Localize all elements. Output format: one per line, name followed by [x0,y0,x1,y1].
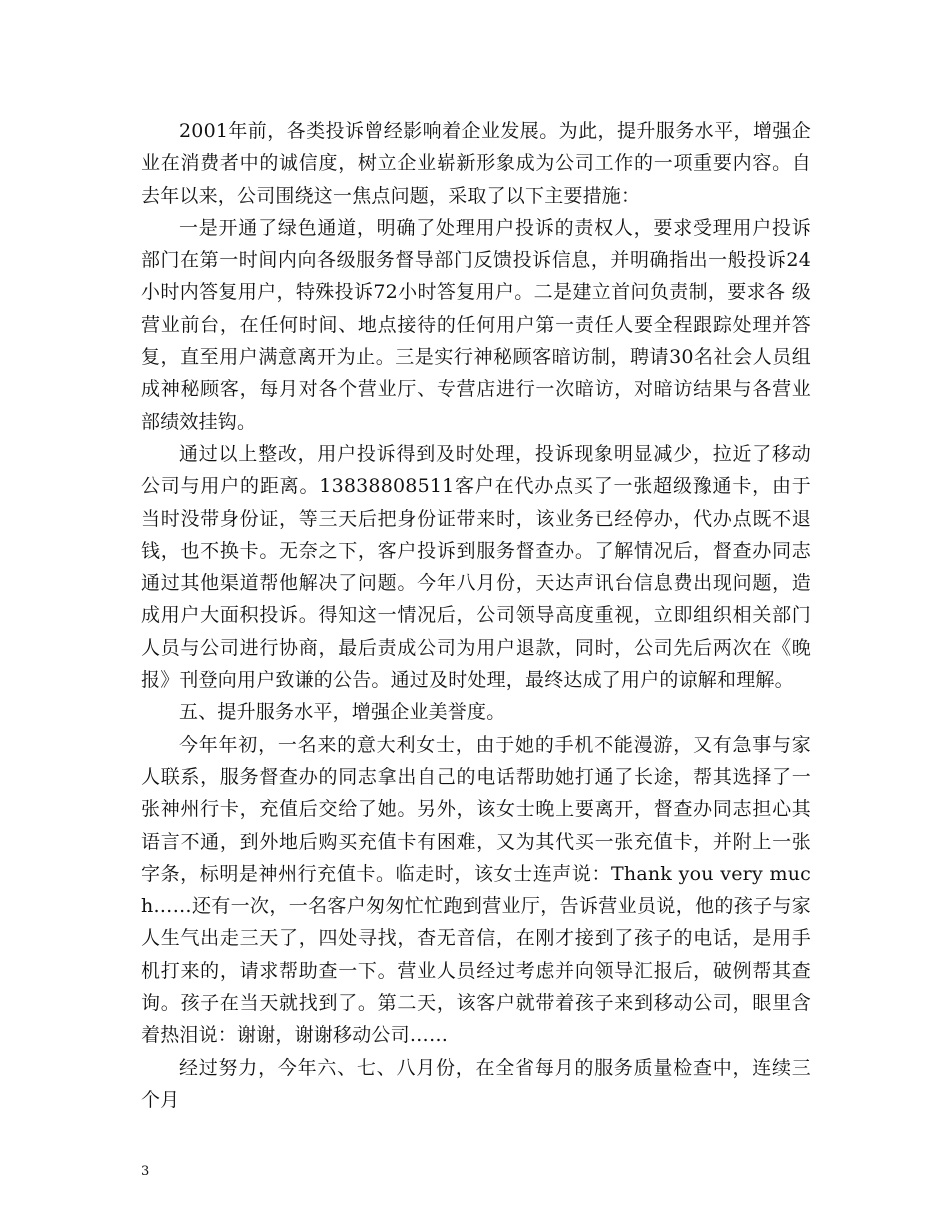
paragraph-1: 2001年前，各类投诉曾经影响着企业发展。为此，提升服务水平，增强企业在消费者中的诚信度，树立企业崭新形象成为公司工作的一项重要内容。自去年以来，公司围绕这一焦点问题，采取了以下主要措施： [141,120,811,207]
paragraph-2: 一是开通了绿色通道，明确了处理用户投诉的责权人，要求受理用户投诉部门在第一时间内向各级服务督导部门反馈投诉信息，并明确指出一般投诉24小时内答复用户，特殊投诉72小时答复用户。二是建立首问负责制，要求各 级营业前台，在任何时间、地点接待的任何用户第一责任人要全程跟踪处理并答复，直至用户满意离开为止。三是实行神秘顾客暗访制，聘请30名社会人员组成神秘顾客，每月对各个营业厅、专营店进行一次暗访，对暗访结果与各营业部绩效挂钩。 [141,216,811,433]
paragraph-3: 通过以上整改，用户投诉得到及时处理，投诉现象明显减少，拉近了移动公司与用户的距离。13838808511客户在代办点买了一张超级豫通卡，由于当时没带身份证，等三天后把身份证带来时，该业务已经停办，代办点既不退钱，也不换卡。无奈之下，客户投诉到服务督查办。了解情况后，督查办同志通过其他渠道帮他解决了问题。今年八月份，天达声讯台信息费出现问题，造成用户大面积投诉。得知这一情况后，公司领导高度重视，立即组织相关部门人员与公司进行协商，最后责成公司为用户退款，同时，公司先后两次在《晚报》刊登向用户致谦的公告。通过及时处理，最终达成了用户的谅解和理解。 [141,442,811,692]
page-number: 3 [141,1164,150,1179]
paragraph-4: 今年年初，一名来的意大利女士，由于她的手机不能漫游，又有急事与家人联系，服务督查办的同志拿出自己的电话帮助她打通了长途，帮其选择了一张神州行卡，充值后交给了她。另外，该女士晚上要离开，督查办同志担心其语言不通，到外地后购买充值卡有困难，又为其代买一张充值卡，并附上一张字条，标明是神州行充值卡。临走时，该女士连声说：Thank you very much……还有一次，一名客户匆匆忙忙跑到营业厅，告诉营业员说，他的孩子与家人生气出走三天了，四处寻找，杳无音信，在刚才接到了孩子的电话，是用手机打来的，请求帮助查一下。营业人员经过考虑并向领导汇报后，破例帮其查询。孩子在当天就找到了。第二天，该客户就带着孩子来到移动公司，眼里含着热泪说：谢谢，谢谢移动公司…… [141,733,811,1047]
document-body [141,115,811,1116]
paragraph-5: 经过努力，今年六、七、八月份，在全省每月的服务质量检查中，连续三个月 [141,1056,811,1111]
section-heading-5: 五、提升服务水平，增强企业美誉度。 [179,701,506,724]
